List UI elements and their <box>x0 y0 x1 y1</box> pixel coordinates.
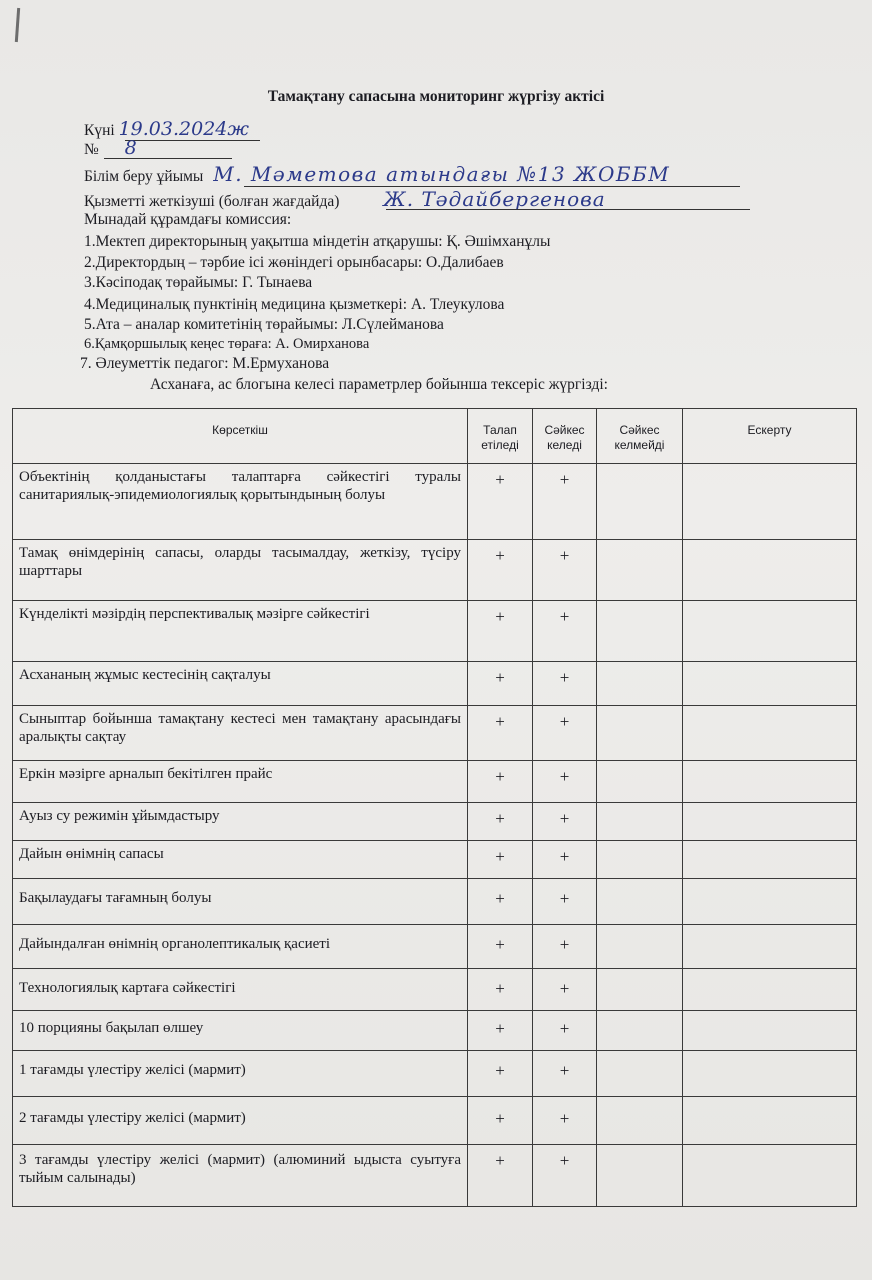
commission-member-5: 5.Ата – аналар комитетінің төрайымы: Л.Сүлейманова <box>84 316 444 333</box>
note-cell <box>683 706 857 761</box>
header-compliant: Сәйкес келеді <box>533 409 597 464</box>
note-cell <box>683 1051 857 1097</box>
supplier-value: Ж. Тәдайбергенова <box>383 187 606 211</box>
compliant-cell: + <box>533 841 597 879</box>
required-cell: + <box>468 1051 533 1097</box>
required-cell: + <box>468 1145 533 1207</box>
table-row <box>13 969 857 1011</box>
table-row <box>13 1011 857 1051</box>
header-noncompliant: Сәйкес келмейді <box>597 409 683 464</box>
noncompliant-cell <box>597 841 683 879</box>
note-cell <box>683 662 857 706</box>
indicator-cell: Технологиялық картаға сәйкестігі <box>13 969 468 1011</box>
compliant-cell: + <box>533 1145 597 1207</box>
noncompliant-cell <box>597 1051 683 1097</box>
table-row <box>13 662 857 706</box>
commission-member-1: 1.Мектеп директорының уақытша міндетін атқарушы: Қ. Әшімханұлы <box>84 233 551 250</box>
date-label: Күні <box>84 122 115 139</box>
indicator-cell: Ауыз су режимін ұйымдастыру <box>13 803 468 841</box>
indicator-cell: Еркін мәзірге арналып бекітілген прайс <box>13 761 468 803</box>
header-indicator: Көрсеткіш <box>13 409 468 464</box>
school-value: М. Мәметова атындағы №13 ЖОББМ <box>213 162 671 186</box>
table-row <box>13 601 857 662</box>
indicator-cell: Дайындалған өнімнің органолептикалық қасиеті <box>13 925 468 969</box>
table-row <box>13 540 857 601</box>
noncompliant-cell <box>597 879 683 925</box>
table-row <box>13 1097 857 1145</box>
header-note: Ескерту <box>683 409 857 464</box>
required-cell: + <box>468 925 533 969</box>
pen-stroke-mark <box>15 8 20 42</box>
number-value: 8 <box>124 137 137 159</box>
table-row <box>13 925 857 969</box>
indicator-cell: Бақылаудағы тағамның болуы <box>13 879 468 925</box>
indicator-cell: 2 тағамды үлестіру желісі (мармит) <box>13 1097 468 1145</box>
noncompliant-cell <box>597 761 683 803</box>
inspection-table <box>12 408 857 1207</box>
note-cell <box>683 925 857 969</box>
compliant-cell: + <box>533 761 597 803</box>
compliant-cell: + <box>533 969 597 1011</box>
header-required: Талап етіледі <box>468 409 533 464</box>
table-row <box>13 706 857 761</box>
commission-member-3: 3.Кәсіподақ төрайымы: Г. Тынаева <box>84 274 313 291</box>
required-cell: + <box>468 969 533 1011</box>
compliant-cell: + <box>533 1051 597 1097</box>
table-row <box>13 1051 857 1097</box>
table-row <box>13 464 857 540</box>
school-label: Білім беру ұйымы <box>84 168 204 185</box>
indicator-cell: Сыныптар бойынша тамақтану кестесі мен тамақтану арасындағы аралықты сақтау <box>13 706 468 761</box>
table-row <box>13 803 857 841</box>
required-cell: + <box>468 601 533 662</box>
indicator-cell: Дайын өнімнің сапасы <box>13 841 468 879</box>
indicator-cell: Тамақ өнімдерінің сапасы, оларды тасымалдау, жеткізу, түсіру шарттары <box>13 540 468 601</box>
required-cell: + <box>468 1011 533 1051</box>
school-line <box>84 162 671 186</box>
table-row <box>13 841 857 879</box>
commission-member-4: 4.Медициналық пунктінің медицина қызметкері: А. Тлеукулова <box>84 296 505 313</box>
note-cell <box>683 841 857 879</box>
compliant-cell: + <box>533 803 597 841</box>
table-row <box>13 761 857 803</box>
commission-member-7: 7. Әлеуметтік педагог: М.Ермуханова <box>80 355 330 372</box>
note-cell <box>683 1145 857 1207</box>
commission-member-6: 6.Қамқоршылық кеңес төраға: А. Омирханова <box>84 336 370 352</box>
compliant-cell: + <box>533 706 597 761</box>
inspection-intro: Асханаға, ас блогына келесі параметрлер бойынша тексеріс жүргізді: <box>150 376 608 393</box>
noncompliant-cell <box>597 1145 683 1207</box>
noncompliant-cell <box>597 1097 683 1145</box>
compliant-cell: + <box>533 464 597 540</box>
note-cell <box>683 464 857 540</box>
note-cell <box>683 879 857 925</box>
indicator-cell: Объектінің қолданыстағы талаптарға сәйкестігі туралы санитариялық-эпидемиологиялық қорытындының болуы <box>13 464 468 540</box>
supplier-label: Қызметті жеткізуші (болған жағдайда) <box>84 193 340 210</box>
note-cell <box>683 761 857 803</box>
compliant-cell: + <box>533 662 597 706</box>
noncompliant-cell <box>597 601 683 662</box>
number-label: № <box>84 141 99 158</box>
date-underline <box>125 140 260 141</box>
note-cell <box>683 969 857 1011</box>
required-cell: + <box>468 464 533 540</box>
table-row <box>13 1145 857 1207</box>
indicator-cell: 10 порцияны бақылап өлшеу <box>13 1011 468 1051</box>
date-line <box>84 120 249 140</box>
number-line <box>84 139 137 159</box>
indicator-cell: Күнделікті мәзірдің перспективалық мәзірге сәйкестігі <box>13 601 468 662</box>
note-cell <box>683 540 857 601</box>
table-row <box>13 879 857 925</box>
noncompliant-cell <box>597 540 683 601</box>
table-header-row <box>13 409 857 464</box>
noncompliant-cell <box>597 803 683 841</box>
indicator-cell: 3 тағамды үлестіру желісі (мармит) (алюминий ыдыста суытуға тыйым салынады) <box>13 1145 468 1207</box>
required-cell: + <box>468 761 533 803</box>
indicator-cell: Асхананың жұмыс кестесінің сақталуы <box>13 662 468 706</box>
noncompliant-cell <box>597 969 683 1011</box>
compliant-cell: + <box>533 601 597 662</box>
document-title: Тамақтану сапасына мониторинг жүргізу актісі <box>267 88 605 105</box>
number-underline <box>104 158 232 159</box>
required-cell: + <box>468 879 533 925</box>
required-cell: + <box>468 540 533 601</box>
noncompliant-cell <box>597 706 683 761</box>
note-cell <box>683 601 857 662</box>
noncompliant-cell <box>597 1011 683 1051</box>
required-cell: + <box>468 662 533 706</box>
compliant-cell: + <box>533 1097 597 1145</box>
noncompliant-cell <box>597 464 683 540</box>
required-cell: + <box>468 706 533 761</box>
note-cell <box>683 1097 857 1145</box>
commission-intro: Мынадай құрамдағы комиссия: <box>84 211 292 228</box>
required-cell: + <box>468 1097 533 1145</box>
noncompliant-cell <box>597 925 683 969</box>
required-cell: + <box>468 841 533 879</box>
compliant-cell: + <box>533 540 597 601</box>
commission-member-2: 2.Директордың – тәрбие ісі жөніндегі орынбасары: О.Далибаев <box>84 254 504 271</box>
compliant-cell: + <box>533 1011 597 1051</box>
compliant-cell: + <box>533 925 597 969</box>
compliant-cell: + <box>533 879 597 925</box>
supplier-line <box>84 187 606 211</box>
supplier-underline <box>386 209 750 210</box>
indicator-cell: 1 тағамды үлестіру желісі (мармит) <box>13 1051 468 1097</box>
required-cell: + <box>468 803 533 841</box>
date-value: 19.03.2024ж <box>118 118 249 140</box>
noncompliant-cell <box>597 662 683 706</box>
note-cell <box>683 1011 857 1051</box>
note-cell <box>683 803 857 841</box>
